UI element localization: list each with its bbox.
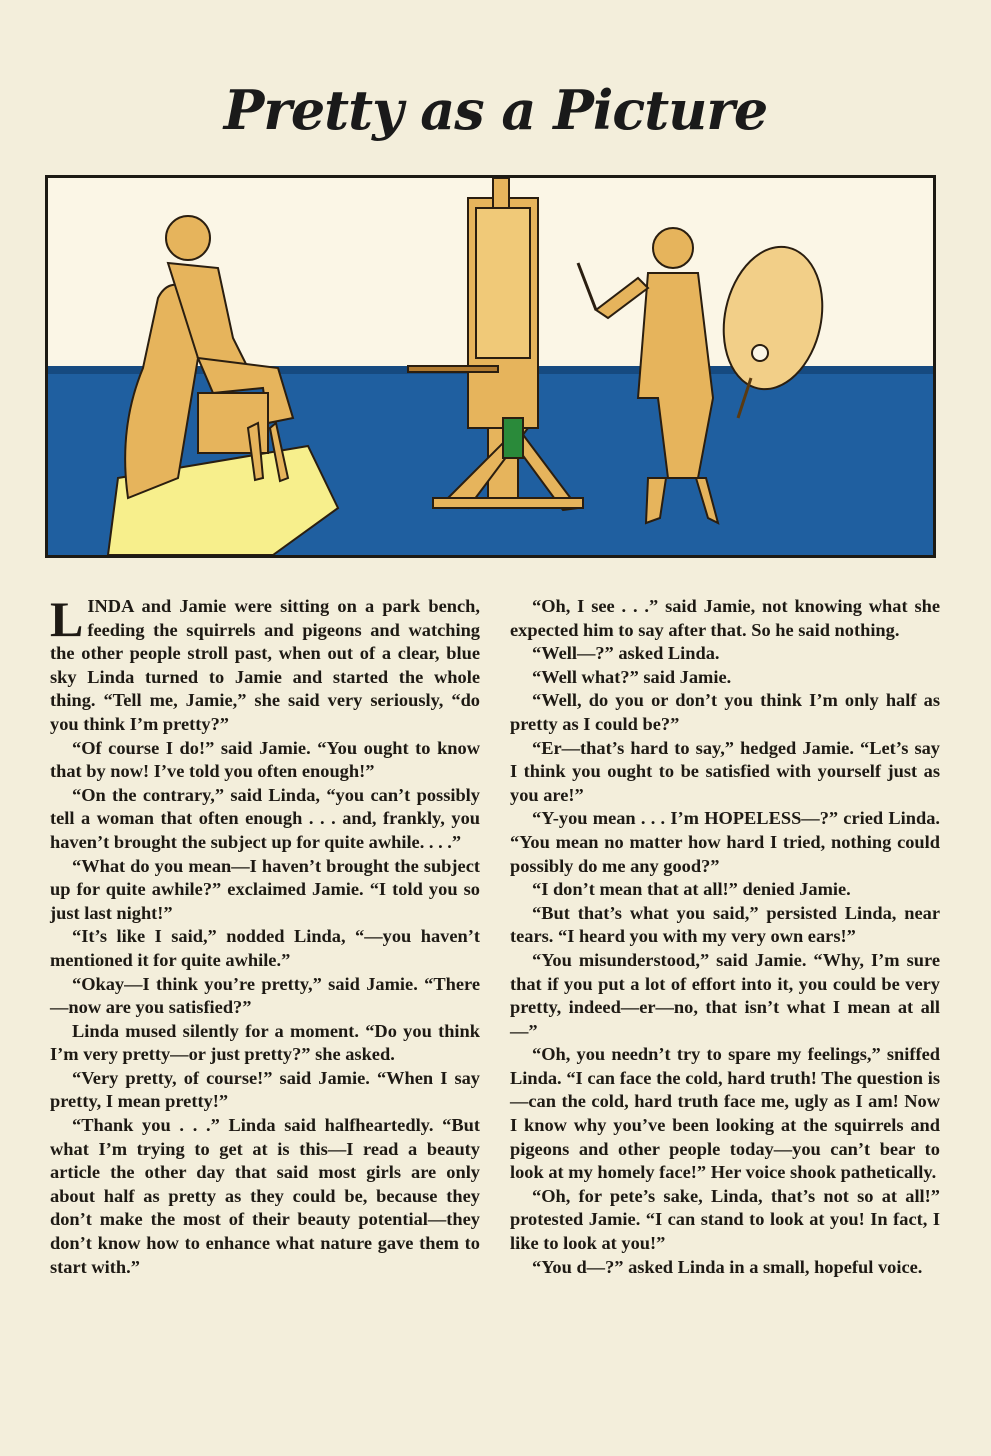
story-paragraph: “You misunderstood,” said Jamie. “Why, I’m sure that if you put a lot of effort into it, you could be very pretty, indeed—er—no, that isn’t what I mean at all—” <box>510 949 940 1041</box>
story-paragraph: “I don’t mean that at all!” denied Jamie. <box>532 879 851 900</box>
story-paragraph: “Well, do you or don’t you think I’m only half as pretty as I could be?” <box>510 690 940 734</box>
story-paragraph: “Okay—I think you’re pretty,” said Jamie. “There—now are you satisfied?” <box>50 973 480 1018</box>
story-paragraph: “Oh, I see . . .” said Jamie, not knowing what she expected him to say after that. So he said nothing. <box>510 596 940 640</box>
story-column-right <box>510 595 940 1279</box>
story-paragraph: “Of course I do!” said Jamie. “You ought to know that by now! I’ve told you often enough!” <box>50 737 480 782</box>
story-paragraph: “It’s like I said,” nodded Linda, “—you haven’t mentioned it for quite awhile.” <box>50 926 480 970</box>
story-paragraph: “Well—?” asked Linda. <box>532 643 720 664</box>
page-title: Pretty as a Picture <box>223 78 768 142</box>
illustration-art <box>48 178 933 555</box>
story-paragraph: “Er—that’s hard to say,” hedged Jamie. “Let’s say I think you ought to be satisfied with yourself just as you are!” <box>510 737 940 805</box>
story-paragraph: “You d—?” asked Linda in a small, hopeful voice. <box>532 1256 923 1277</box>
story-paragraph: Linda mused silently for a moment. “Do you think I’m very pretty—or just pretty?” she asked. <box>50 1020 480 1065</box>
story-paragraph: “Oh, you needn’t try to spare my feelings,” sniffed Linda. “I can face the cold, hard truth! The question is—can the cold, hard truth face me, ugly as I am! Now I know why you’ve been looking at the squirrels and pigeons and other people today—you can’t bear to look at my homely face!” Her voice shook pathetically. <box>510 1044 940 1183</box>
story-paragraph: “Well what?” said Jamie. <box>532 666 732 687</box>
story-column-left <box>50 591 480 1279</box>
story-paragraph: “Thank you . . .” Linda said halfheartedly. “But what I’m trying to get at is this—I read a beauty article the other day that said most girls are only about half as pretty as they could be, because they don’t make the most of their beauty potential—they don’t know how to enhance what nature gave them to start with.” <box>50 1115 480 1277</box>
dropcap: L <box>50 591 84 647</box>
story-paragraph: “But that’s what you said,” persisted Linda, near tears. “I heard you with my very own ears!” <box>510 902 940 947</box>
story-paragraph: LINDA and Jamie were sitting on a park bench, feeding the squirrels and pigeons and watching the other people stroll past, when out of a clear, blue sky Linda turned to Jamie and started the whole thing. “Tell me, Jamie,” she said very seriously, “do you think I’m pretty?” <box>50 591 480 734</box>
story-paragraph: “What do you mean—I haven’t brought the subject up for quite awhile?” exclaimed Jamie. “I told you so just last night!” <box>50 855 480 923</box>
story-paragraph: “Y-you mean . . . I’m HOPELESS—?” cried Linda. “You mean no matter how hard I tried, nothing could possibly do me any good?” <box>510 808 940 876</box>
story-paragraph: “On the contrary,” said Linda, “you can’t possibly tell a woman that often enough . . . and, frankly, you haven’t brought the subject up for quite awhile. . . .” <box>50 784 480 852</box>
story-paragraph: “Oh, for pete’s sake, Linda, that’s not so at all!” protested Jamie. “I can stand to look at you! In fact, I like to look at you!” <box>510 1185 940 1254</box>
story-illustration <box>45 175 936 558</box>
story-paragraph: “Very pretty, of course!” said Jamie. “When I say pretty, I mean pretty!” <box>50 1067 480 1112</box>
